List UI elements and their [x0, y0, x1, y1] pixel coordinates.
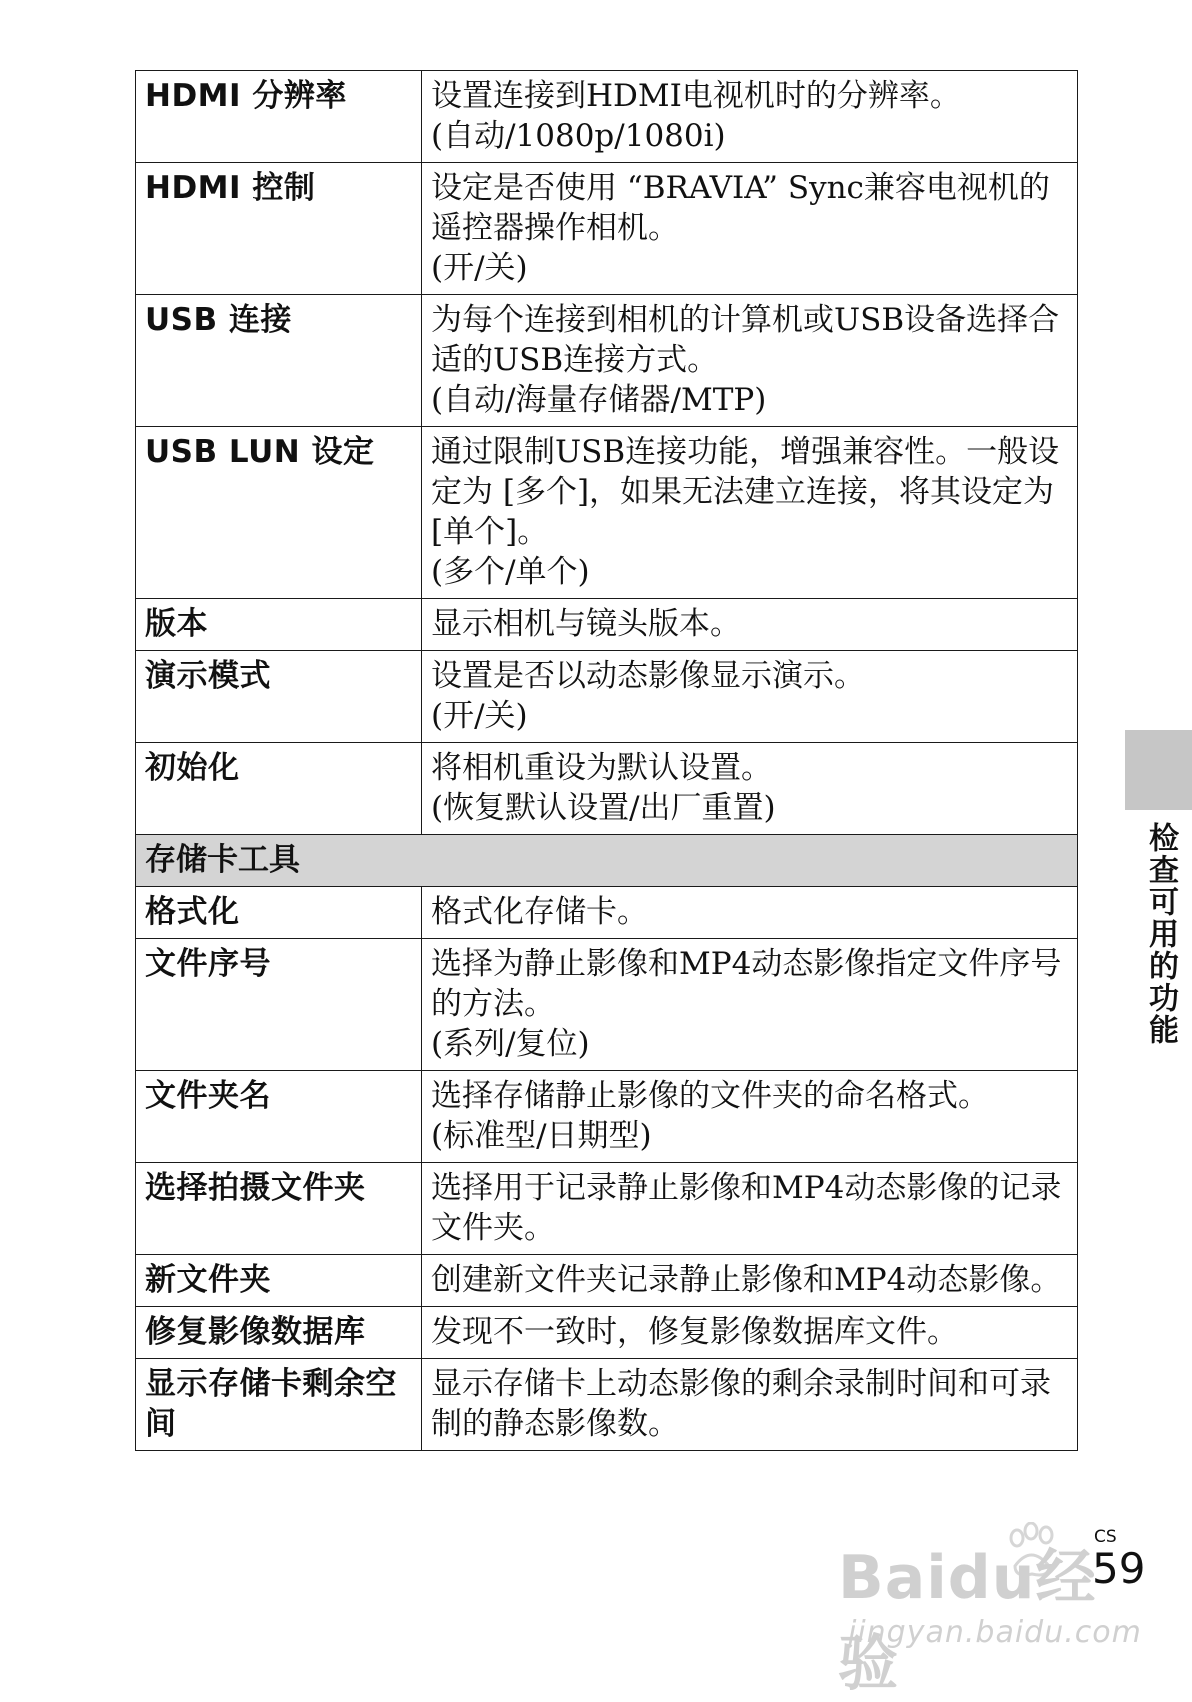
- setting-description: 显示相机与镜头版本。: [422, 599, 1078, 651]
- setting-description: 格式化存储卡。: [422, 887, 1078, 939]
- setting-name: 演示模式: [136, 651, 422, 743]
- setting-name: 初始化: [136, 743, 422, 835]
- setting-description: 设置连接到HDMI电视机时的分辨率。 (自动/1080p/1080i): [422, 71, 1078, 163]
- table-row: [136, 71, 1078, 163]
- side-section-label: 检查可用的功能: [1143, 822, 1178, 1046]
- setting-description: 显示存储卡上动态影像的剩余录制时间和可录制的静态影像数。: [422, 1359, 1078, 1451]
- setting-name: USB 连接: [136, 295, 422, 427]
- watermark-url: jingyan.baidu.com: [848, 1615, 1142, 1650]
- section-header: 存储卡工具: [136, 835, 1078, 887]
- settings-table-body: [136, 71, 1078, 1451]
- setting-name: 版本: [136, 599, 422, 651]
- setting-name: 文件夹名: [136, 1071, 422, 1163]
- watermark-main-text: Baidu经验: [838, 1543, 1097, 1699]
- setting-description: 设置是否以动态影像显示演示。 (开/关): [422, 651, 1078, 743]
- setting-name: 修复影像数据库: [136, 1307, 422, 1359]
- table-row: [136, 295, 1078, 427]
- setting-name: 文件序号: [136, 939, 422, 1071]
- setting-name: HDMI 分辨率: [136, 71, 422, 163]
- table-row: [136, 887, 1078, 939]
- setting-description: 选择为静止影像和MP4动态影像指定文件序号的方法。 (系列/复位): [422, 939, 1078, 1071]
- table-row: [136, 1163, 1078, 1255]
- page-number: 59: [1092, 1544, 1146, 1593]
- setting-description: 设定是否使用 “BRAVIA” Sync兼容电视机的遥控器操作相机。 (开/关): [422, 163, 1078, 295]
- settings-table: [135, 70, 1078, 1451]
- table-row: [136, 651, 1078, 743]
- paw-icon: [1003, 1522, 1063, 1582]
- table-row: [136, 1071, 1078, 1163]
- table-row: [136, 1255, 1078, 1307]
- setting-description: 创建新文件夹记录静止影像和MP4动态影像。: [422, 1255, 1078, 1307]
- table-row: [136, 599, 1078, 651]
- setting-description: 发现不一致时，修复影像数据库文件。: [422, 1307, 1078, 1359]
- setting-name: 选择拍摄文件夹: [136, 1163, 422, 1255]
- table-row: [136, 163, 1078, 295]
- section-header-row: [136, 835, 1078, 887]
- setting-description: 将相机重设为默认设置。 (恢复默认设置/出厂重置): [422, 743, 1078, 835]
- side-tab-marker: [1125, 730, 1192, 810]
- table-row: [136, 1359, 1078, 1451]
- setting-name: HDMI 控制: [136, 163, 422, 295]
- table-row: [136, 1307, 1078, 1359]
- table-row: [136, 939, 1078, 1071]
- table-row: [136, 743, 1078, 835]
- setting-name: 显示存储卡剩余空间: [136, 1359, 422, 1451]
- table-row: [136, 427, 1078, 599]
- setting-description: 选择存储静止影像的文件夹的命名格式。 (标准型/日期型): [422, 1071, 1078, 1163]
- setting-description: 为每个连接到相机的计算机或USB设备选择合适的USB连接方式。 (自动/海量存储器/MTP): [422, 295, 1078, 427]
- setting-description: 选择用于记录静止影像和MP4动态影像的记录文件夹。: [422, 1163, 1078, 1255]
- setting-description: 通过限制USB连接功能，增强兼容性。一般设定为 [多个]，如果无法建立连接，将其设定为 [单个]。 (多个/单个): [422, 427, 1078, 599]
- setting-name: 格式化: [136, 887, 422, 939]
- setting-name: USB LUN 设定: [136, 427, 422, 599]
- language-code: CS: [1094, 1527, 1117, 1547]
- setting-name: 新文件夹: [136, 1255, 422, 1307]
